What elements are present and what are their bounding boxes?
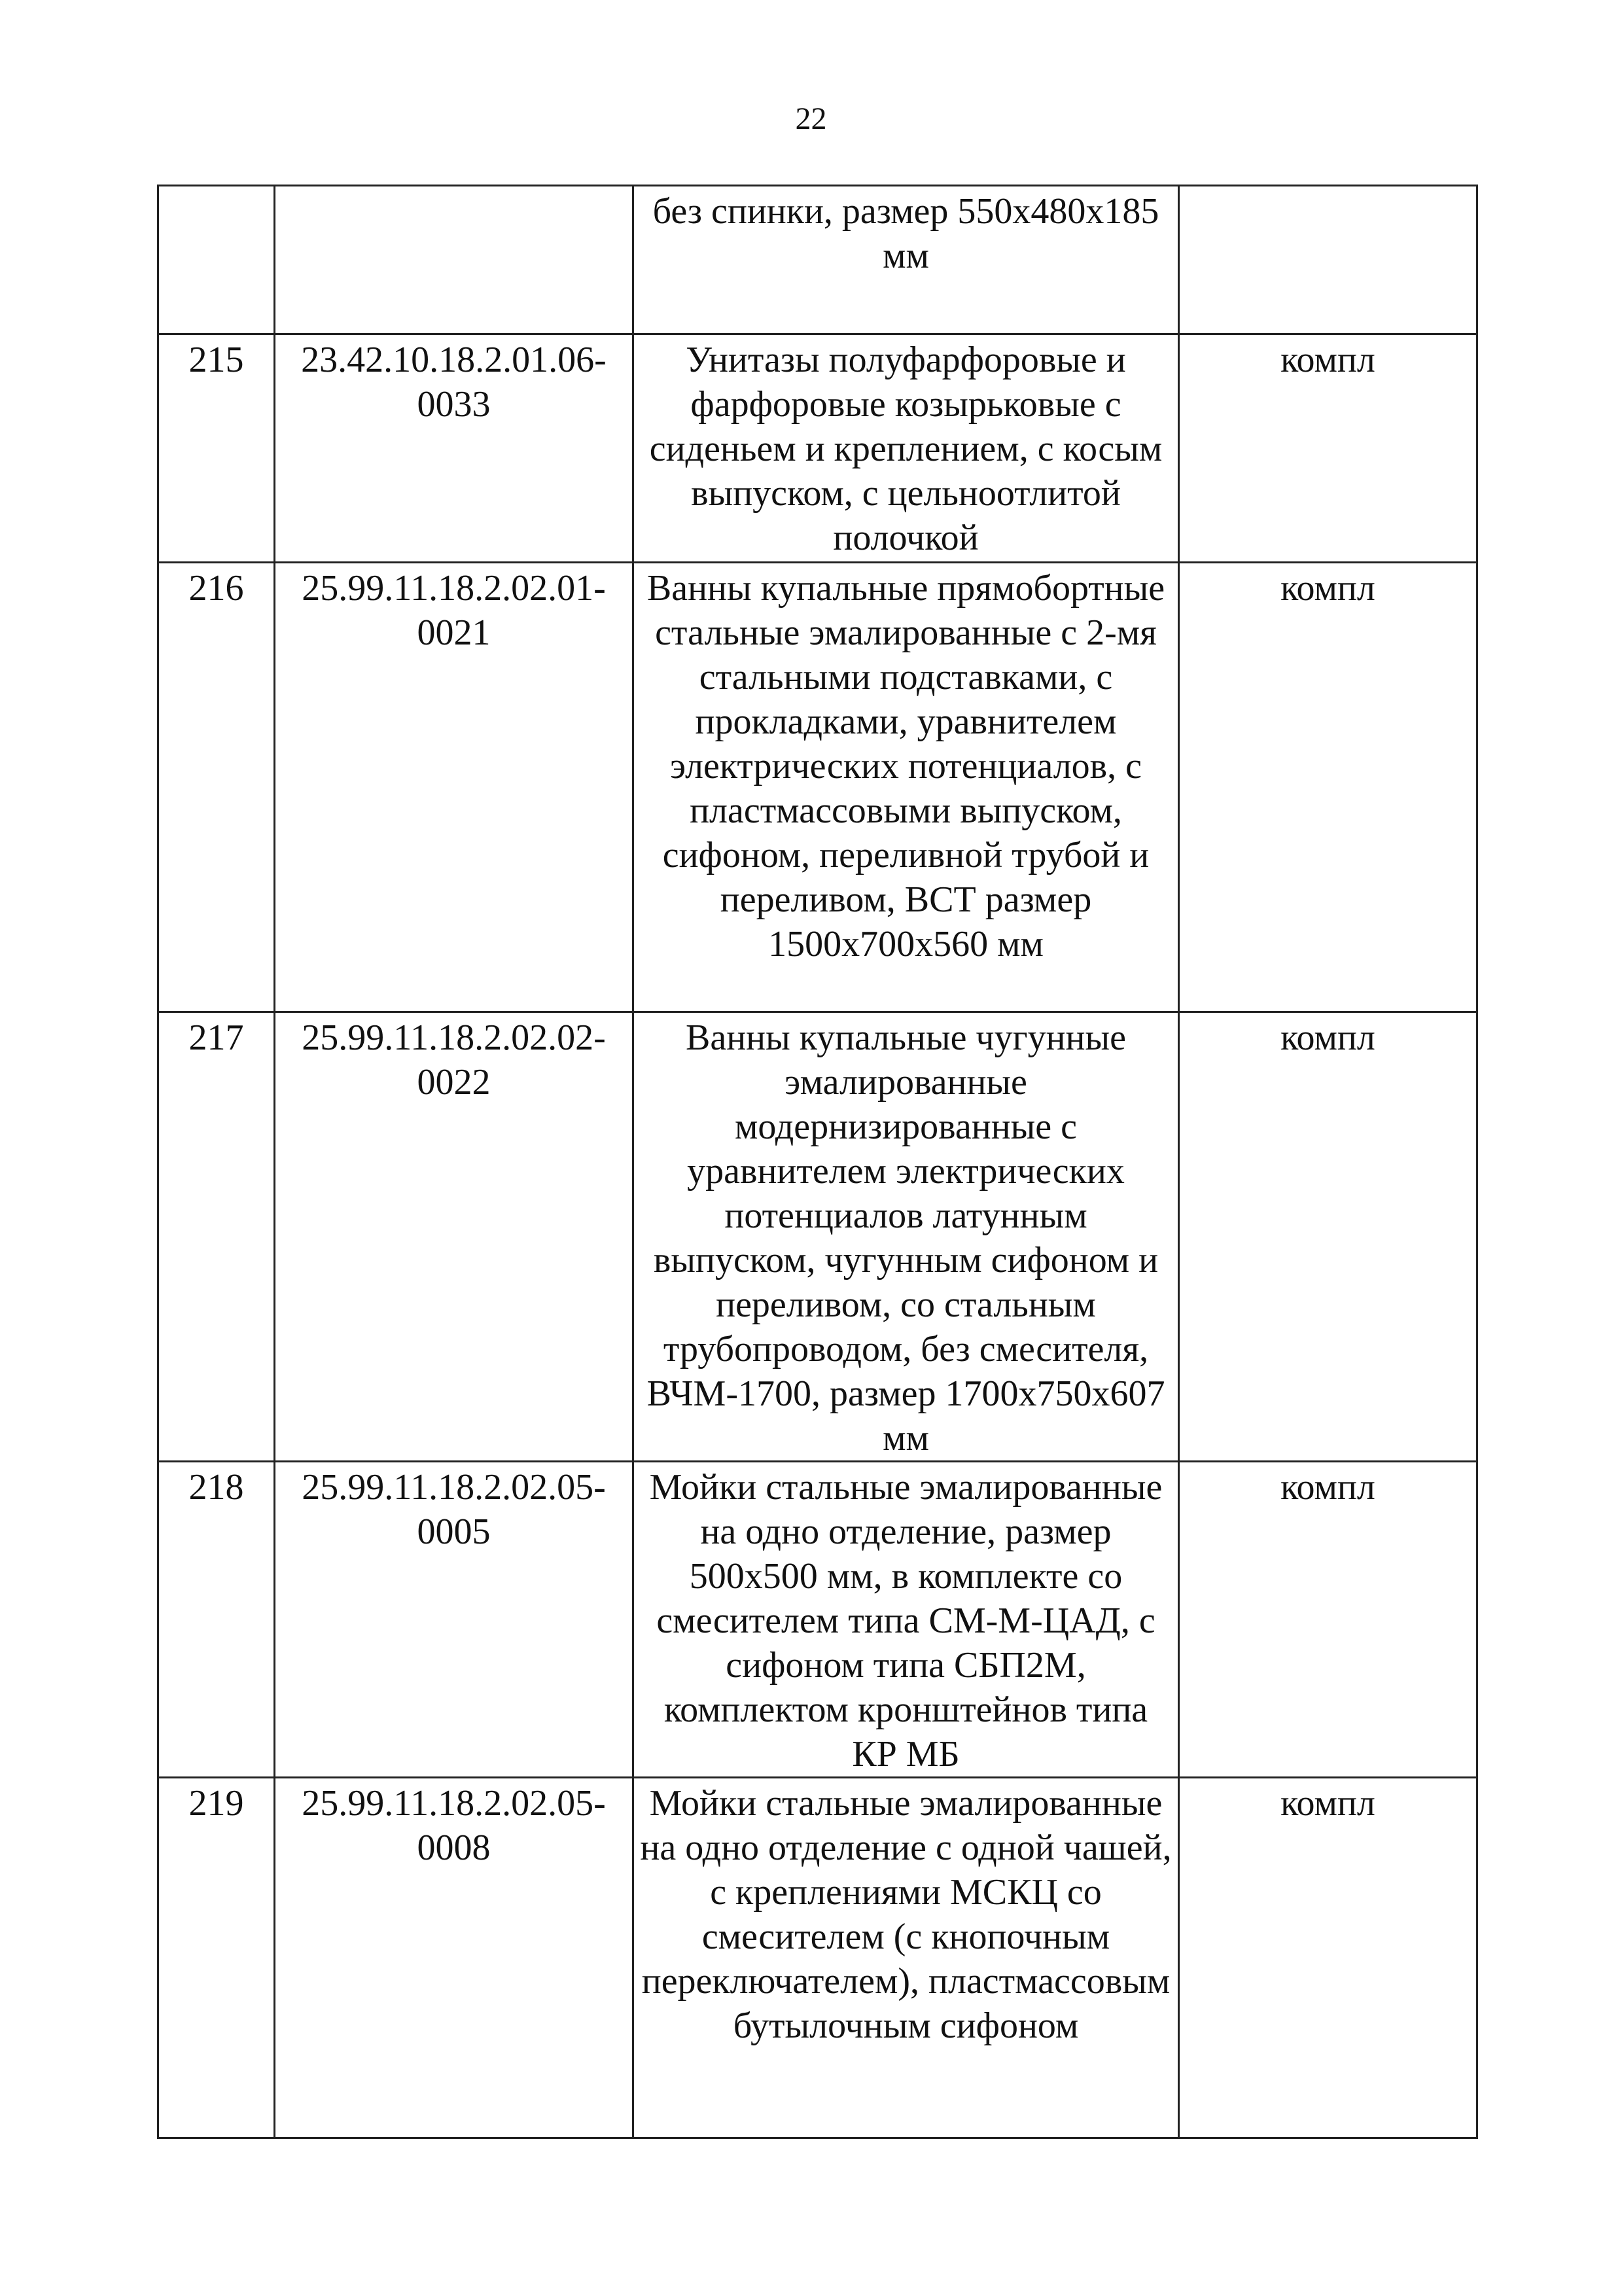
resource-code-cell: 25.99.11.18.2.02.01-0021 [275,563,633,1012]
table-row [158,1778,1477,2138]
table-row [158,1462,1477,1778]
resource-code-cell [275,186,633,334]
unit-cell: компл [1179,1462,1477,1778]
unit-cell: компл [1179,1012,1477,1462]
resource-code-cell: 25.99.11.18.2.02.05-0008 [275,1778,633,2138]
table-row [158,334,1477,563]
table-row-continuation [158,186,1477,334]
unit-cell: компл [1179,1778,1477,2138]
table-row [158,563,1477,1012]
unit-cell: компл [1179,334,1477,563]
resource-code-cell: 25.99.11.18.2.02.02-0022 [275,1012,633,1462]
table-row [158,1012,1477,1462]
resource-code-cell: 25.99.11.18.2.02.05-0005 [275,1462,633,1778]
row-number-cell: 219 [158,1778,275,2138]
resource-name-cell: без спинки, размер 550x480x185 мм [633,186,1179,334]
resource-name-cell: Мойки стальные эмалированные на одно отделение, размер 500x500 мм, в комплекте со смесителем типа СМ-М-ЦАД, с сифоном типа СБП2М, комплектом кронштейнов типа КР МБ [633,1462,1179,1778]
resource-code-cell: 23.42.10.18.2.01.06-0033 [275,334,633,563]
row-number-cell: 215 [158,334,275,563]
page-number: 22 [795,101,827,136]
row-number-cell: 218 [158,1462,275,1778]
unit-cell [1179,186,1477,334]
unit-cell: компл [1179,563,1477,1012]
resource-table [157,185,1478,2139]
row-number-cell: 217 [158,1012,275,1462]
resource-name-cell: Ванны купальные прямобортные стальные эмалированные с 2-мя стальными подставками, с прокладками, уравнителем электрических потенциалов, с пластмассовыми выпуском, сифоном, переливной трубой и переливом, ВСТ размер 1500x700x560 мм [633,563,1179,1012]
resource-name-cell: Мойки стальные эмалированные на одно отделение с одной чашей, с креплениями МСКЦ со смесителем (с кнопочным переключателем), пластмассовым бутылочным сифоном [633,1778,1179,2138]
resource-name-cell: Унитазы полуфарфоровые и фарфоровые козырьковые с сиденьем и креплением, с косым выпуском, с цельноотлитой полочкой [633,334,1179,563]
row-number-cell [158,186,275,334]
resource-name-cell: Ванны купальные чугунные эмалированные модернизированные с уравнителем электрических потенциалов латунным выпуском, чугунным сифоном и переливом, со стальным трубопроводом, без смесителя, ВЧМ-1700, размер 1700x750x607 мм [633,1012,1179,1462]
row-number-cell: 216 [158,563,275,1012]
